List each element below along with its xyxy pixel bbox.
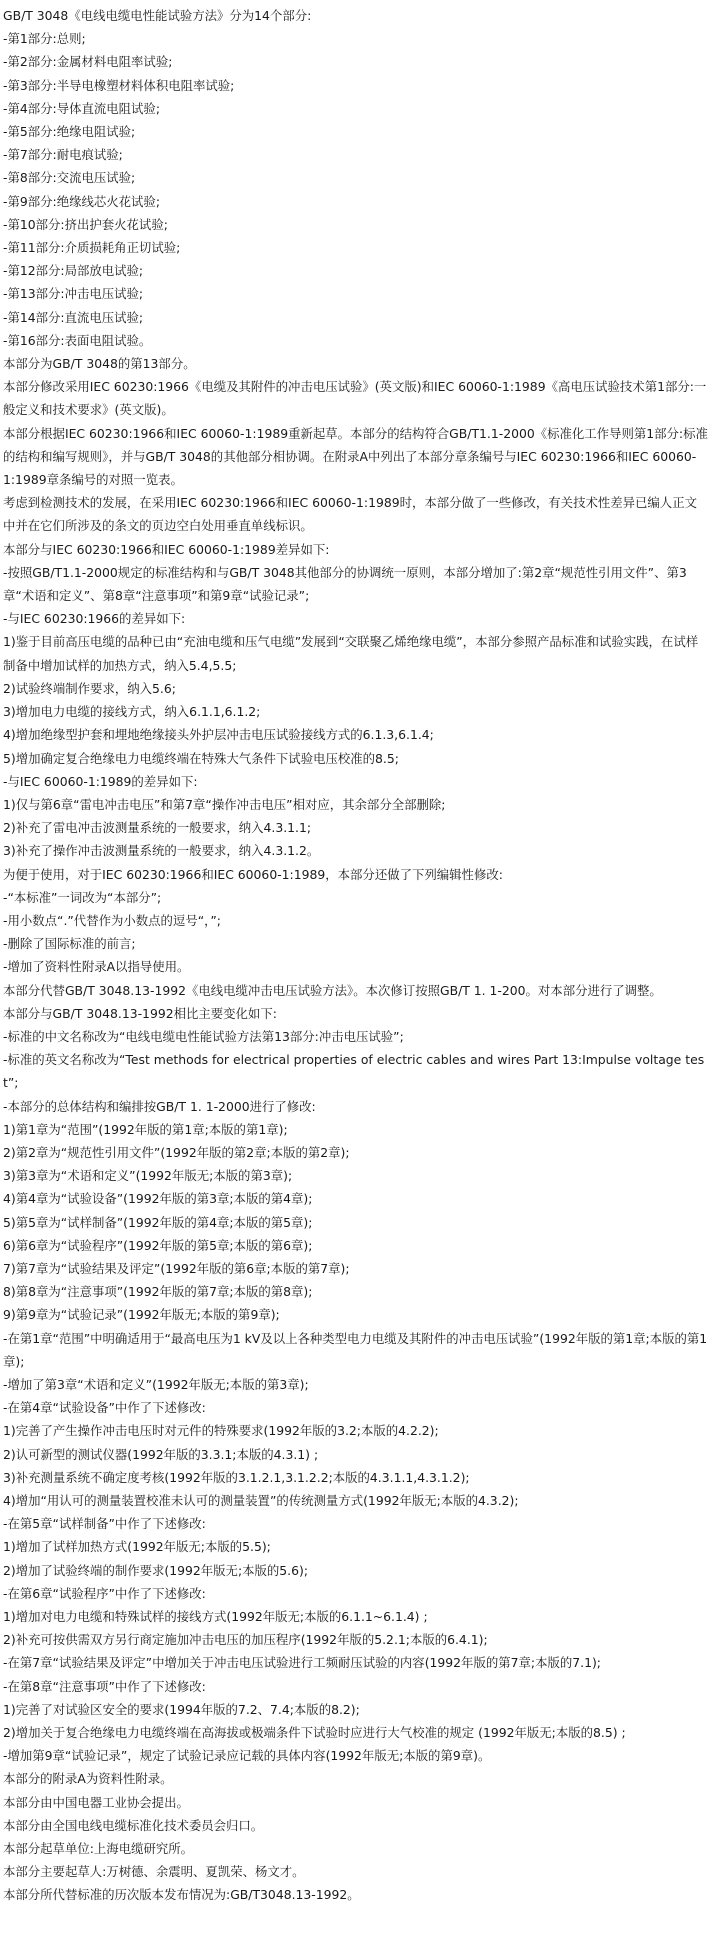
paragraph: -第4部分:导体直流电阻试验;: [3, 100, 161, 116]
paragraph: 5)增加确定复合绝缘电力电缆终端在特殊大气条件下试验电压校准的8.5;: [3, 750, 399, 766]
paragraph: 考虑到检测技术的发展，在采用IEC 60230:1966和IEC 60060-1:1989时，本部分做了一些修改，有关技术性差异已编人正文中并在它们所涉及的条文的页边空白处用垂直单线标识。: [3, 495, 697, 534]
paragraph: -在第1章“范围”中明确适用于“最高电压为1 kV及以上各种类型电力电缆及其附件的冲击电压试验”(1992年版的第1章;本版的第1章);: [3, 1330, 708, 1369]
paragraph: -在第5章“试样制备”中作了下述修改:: [3, 1516, 206, 1532]
paragraph: 4)第4章为“试验设备”(1992年版的第3章;本版的第4章);: [3, 1191, 313, 1207]
paragraph: 本部分与GB/T 3048.13-1992相比主要变化如下:: [3, 1005, 277, 1021]
paragraph: 9)第9章为“试验记录”(1992年版无;本版的第9章);: [3, 1307, 280, 1323]
paragraph: -标准的中文名称改为“电线电缆电性能试验方法第13部分:冲击电压试验”;: [3, 1028, 404, 1044]
paragraph: 2)试验终端制作要求，纳入5.6;: [3, 680, 176, 696]
paragraph: 本部分所代替标准的历次版本发布情况为:GB/T3048.13-1992。: [3, 1887, 360, 1903]
paragraph: 本部分与IEC 60230:1966和IEC 60060-1:1989差异如下:: [3, 541, 330, 557]
paragraph: -第2部分:金属材料电阻率试验;: [3, 54, 173, 70]
paragraph: -第8部分:交流电压试验;: [3, 170, 136, 186]
paragraph: 2)增加关于复合绝缘电力电缆终端在高海拔或极端条件下试验时应进行大气校准的规定 (1992年版无;本版的8.5) ;: [3, 1725, 626, 1741]
paragraph: 本部分根据IEC 60230:1966和IEC 60060-1:1989重新起草。本部分的结构符合GB/T1.1-2000《标准化工作导则第1部分:标准的结构和编写规则》，并与GB/T 3048的其他部分相协调。在附录A中列出了本部分章条编号与IEC 60230:1966和IEC 60060-1:1989章条编号的对照一览表。: [3, 425, 708, 488]
paragraph: 本部分修改采用IEC 60230:1966《电缆及其附件的冲击电压试验》(英文版)和IEC 60060-1:1989《高电压试验技术第1部分:一般定义和技术要求》(英文版)。: [3, 379, 707, 418]
paragraph: 1)鉴于目前高压电缆的品种已由“充油电缆和压气电缆”发展到“交联聚乙烯绝缘电缆”，本部分参照产品标准和试验实践，在试样制备中增加试样的加热方式，纳入5.4,5.5;: [3, 634, 699, 673]
paragraph: -在第8章“注意事项”中作了下述修改:: [3, 1678, 206, 1694]
paragraph: -第3部分:半导电橡塑材料体积电阻率试验;: [3, 77, 235, 93]
paragraph: GB/T 3048《电线电缆电性能试验方法》分为14个部分:: [3, 8, 312, 23]
paragraph: -第9部分:绝缘线芯火花试验;: [3, 193, 161, 209]
paragraph: 6)第6章为“试验程序”(1992年版的第5章;本版的第6章);: [3, 1237, 313, 1253]
paragraph: 本部分由中国电器工业协会提出。: [3, 1794, 189, 1810]
paragraph: -本部分的总体结构和编排按GB/T 1. 1-2000进行了修改:: [3, 1098, 316, 1114]
paragraph: 本部分由全国电线电缆标准化技术委员会归口。: [3, 1817, 264, 1833]
paragraph: 为便于使用，对于IEC 60230:1966和IEC 60060-1:1989，本部分还做了下列编辑性修改:: [3, 866, 503, 882]
paragraph: -第14部分:直流电压试验;: [3, 309, 144, 325]
paragraph: -在第7章“试验结果及评定”中增加关于冲击电压试验进行工频耐压试验的内容(1992年版的第7章;本版的7.1);: [3, 1655, 601, 1671]
paragraph: 4)增加绝缘型护套和埋地绝缘接头外护层冲击电压试验接线方式的6.1.3,6.1.4;: [3, 727, 434, 743]
paragraph: 3)补充测量系统不确定度考核(1992年版的3.1.2.1,3.1.2.2;本版的4.3.1.1,4.3.1.2);: [3, 1469, 470, 1485]
paragraph: 3)补充了操作冲击波测量系统的一般要求，纳入4.3.1.2。: [3, 843, 320, 859]
paragraph: 5)第5章为“试样制备”(1992年版的第4章;本版的第5章);: [3, 1214, 313, 1230]
paragraph: -与IEC 60060-1:1989的差异如下:: [3, 773, 198, 789]
paragraph: 2)增加了试验终端的制作要求(1992年版无;本版的5.6);: [3, 1562, 309, 1578]
paragraph: -在第4章“试验设备”中作了下述修改:: [3, 1400, 206, 1416]
paragraph: 2)补充了雷电冲击波测量系统的一般要求，纳入4.3.1.1;: [3, 820, 312, 836]
paragraph: 2)补充可按供需双方另行商定施加冲击电压的加压程序(1992年版的5.2.1;本版的6.4.1);: [3, 1632, 488, 1648]
paragraph: -“本标准”一词改为“本部分”;: [3, 889, 162, 905]
paragraph: -增加了资料性附录A以指导使用。: [3, 959, 190, 975]
paragraph: 7)第7章为“试验结果及评定”(1992年版的第6章;本版的第7章);: [3, 1260, 350, 1276]
paragraph: -标准的英文名称改为“Test methods for electrical properties of electric cables and wires Part 13:Impulse voltage test”;: [3, 1052, 705, 1091]
paragraph: -第10部分:挤出护套火花试验;: [3, 216, 168, 232]
paragraph: -第16部分:表面电阻试验。: [3, 332, 152, 348]
paragraph: 8)第8章为“注意事项”(1992年版的第7章;本版的第8章);: [3, 1284, 313, 1300]
paragraph: -按照GB/T1.1-2000规定的标准结构和与GB/T 3048其他部分的协调统一原则，本部分增加了:第2章“规范性引用文件”、第3章“术语和定义”、第8章“注意事项”和第9章“试验记录”;: [3, 564, 687, 604]
paragraph: 本部分的附录A为资料性附录。: [3, 1771, 173, 1787]
paragraph: 3)增加电力电缆的接线方式，纳入6.1.1,6.1.2;: [3, 704, 261, 720]
paragraph: -第12部分:局部放电试验;: [3, 263, 144, 279]
paragraph: 本部分起草单位:上海电缆研究所。: [3, 1841, 194, 1857]
paragraph: -第13部分:冲击电压试验;: [3, 286, 144, 302]
paragraph: -第7部分:耐电痕试验;: [3, 147, 123, 163]
paragraph: 1)完善了对试验区安全的要求(1994年版的7.2、7.4;本版的8.2);: [3, 1701, 360, 1717]
paragraph: 4)增加“用认可的测量装置校准未认可的测量装置”的传统测量方式(1992年版无;本版的4.3.2);: [3, 1493, 519, 1508]
paragraph: 1)完善了产生操作冲击电压时对元件的特殊要求(1992年版的3.2;本版的4.2.2);: [3, 1423, 439, 1439]
paragraph: -在第6章“试验程序”中作了下述修改:: [3, 1585, 206, 1601]
paragraph: -用小数点“.”代替作为小数点的逗号“，”;: [3, 912, 221, 928]
paragraph: -第5部分:绝缘电阻试验;: [3, 124, 136, 140]
paragraph: -增加了第3章“术语和定义”(1992年版无;本版的第3章);: [3, 1376, 309, 1392]
paragraph: 本部分为GB/T 3048的第13部分。: [3, 356, 196, 372]
paragraph: -第1部分:总则;: [3, 31, 86, 47]
paragraph: 1)增加对电力电缆和特殊试样的接线方式(1992年版无;本版的6.1.1~6.1.4) ;: [3, 1609, 428, 1625]
paragraph: 本部分主要起草人:万树德、余震明、夏凯荣、杨文才。: [3, 1864, 305, 1880]
paragraph: 1)仅与第6章“雷电冲击电压”和第7章“操作冲击电压”相对应，其余部分全部删除;: [3, 796, 446, 812]
paragraph: -与IEC 60230:1966的差异如下:: [3, 611, 186, 627]
paragraph: 1)第1章为“范围”(1992年版的第1章;本版的第1章);: [3, 1121, 288, 1137]
paragraph: 3)第3章为“术语和定义”(1992年版无;本版的第3章);: [3, 1168, 293, 1184]
paragraph: 本部分代替GB/T 3048.13-1992《电线电缆冲击电压试验方法》。本次修订按照GB/T 1. 1-200。对本部分进行了调整。: [3, 982, 662, 998]
paragraph: -增加第9章“试验记录”，规定了试验记录应记载的具体内容(1992年版无;本版的第9章)。: [3, 1748, 491, 1764]
paragraph: 1)增加了试样加热方式(1992年版无;本版的5.5);: [3, 1539, 271, 1555]
paragraph: 2)第2章为“规范性引用文件”(1992年版的第2章;本版的第2章);: [3, 1144, 350, 1160]
paragraph: -删除了国际标准的前言;: [3, 936, 136, 952]
paragraph: 2)认可新型的测试仪器(1992年版的3.3.1;本版的4.3.1) ;: [3, 1446, 319, 1462]
paragraph: -第11部分:介质损耗角正切试验;: [3, 240, 181, 256]
